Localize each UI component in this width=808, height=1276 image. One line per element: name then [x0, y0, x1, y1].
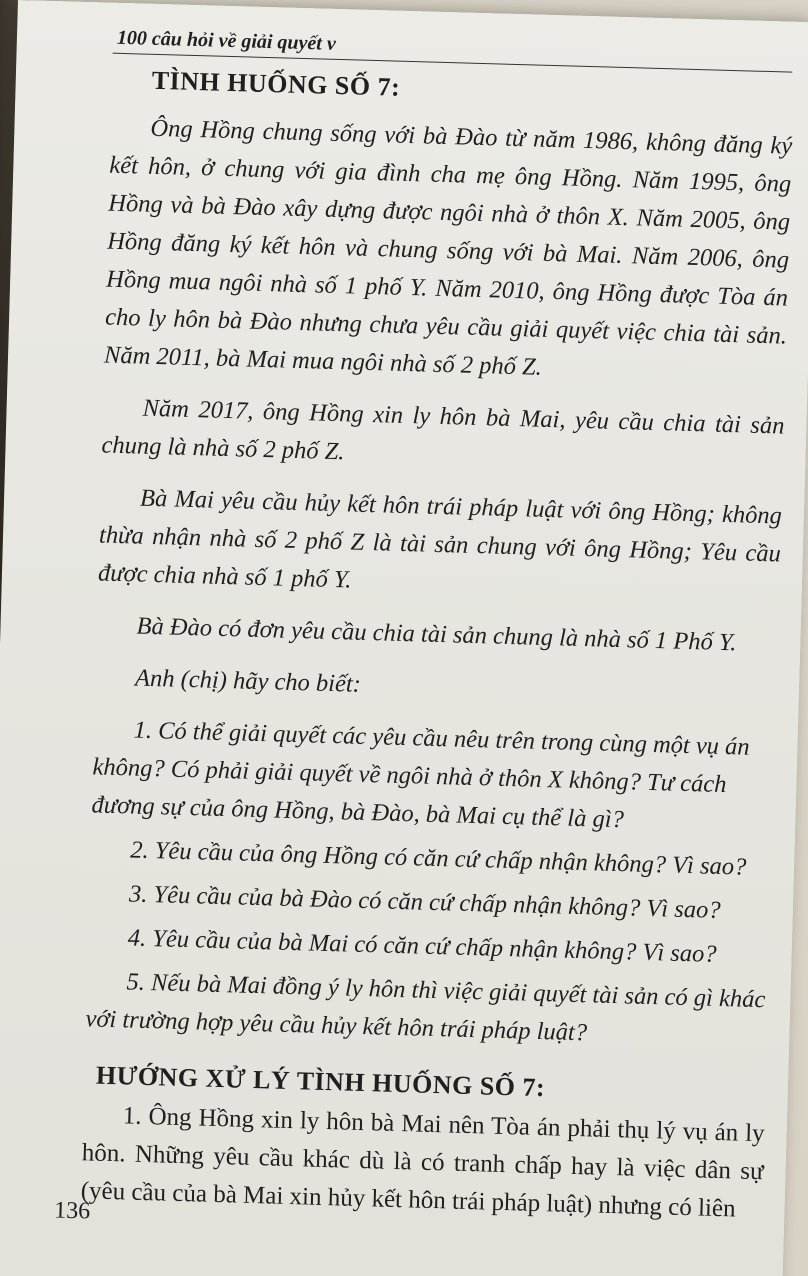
question-3: 3. Yêu cầu của bà Đào có căn cứ chấp nhận không? Vì sao?: [128, 880, 721, 924]
question-2: 2. Yêu cầu của ông Hồng có căn cứ chấp nhận không? Vì sao?: [129, 836, 747, 881]
case-paragraph-5: Anh (chị) hãy cho biết:: [134, 664, 362, 698]
page-number: 136: [53, 1197, 91, 1225]
running-title: 100 câu hỏi về giải quyết v: [116, 26, 337, 55]
page-body: [80, 65, 794, 1244]
case-paragraph-4: Bà Đào có đơn yêu cầu chia tài sản chung là nhà số 1 Phố Y.: [136, 612, 737, 657]
running-header: [113, 13, 794, 73]
case-paragraph-1: Ông Hồng chung sống với bà Đào từ năm 1986, không đăng ký kết hôn, ở chung với gia đình cha mẹ ông Hồng. Năm 1995, ông Hồng và bà Đào xây dựng được ngôi nhà ở thôn X. Năm 2005, ông Hồng đăng ký kết hôn và chung sống với bà Mai. Năm 2006, ông Hồng mua ngôi nhà số 1 phố Y. Năm 2010, ông Hồng được Tòa án cho ly hôn bà Đào nhưng chưa yêu cầu giải quyết việc chia tài sản. Năm 2011, bà Mai mua ngôi nhà số 2 phố Z.: [103, 114, 793, 381]
question-1: 1. Có thể giải quyết các yêu cầu nêu trên trong cùng một vụ án không? Có phải giải quyết về ngôi nhà ở thôn X không? Tư cách đương sự của ông Hồng, bà Đào, bà Mai cụ thể là gì?: [91, 716, 751, 834]
answer-paragraph: 1. Ông Hồng xin ly hôn bà Mai nên Tòa án phải thụ lý vụ án ly hôn. Những yêu cầu khác dù là có tranh chấp hay là việc dân sự (yêu cầu của bà Mai xin hủy kết hôn trái pháp luật) nhưng có liên: [80, 1102, 766, 1223]
case-paragraph-2: Năm 2017, ông Hồng xin ly hôn bà Mai, yêu cầu chia tài sản chung là nhà số 2 phố Z.: [101, 394, 785, 466]
answer-title: HƯỚNG XỬ LÝ TÌNH HUỐNG SỐ 7:: [95, 1060, 546, 1103]
question-5: 5. Nếu bà Mai đồng ý ly hôn thì việc giải quyết tài sản có gì khác với trường hợp yêu cầu hủy kết hôn trái pháp luật?: [85, 968, 766, 1047]
case-paragraph-3: Bà Mai yêu cầu hủy kết hôn trái pháp luật với ông Hồng; không thừa nhận nhà số 2 phố Z là tài sản chung với ông Hồng; Yêu cầu được chia nhà số 1 phố Y.: [97, 484, 783, 594]
case-title: TÌNH HUỐNG SỐ 7:: [151, 65, 401, 102]
question-4: 4. Yêu cầu của bà Mai có căn cứ chấp nhận không? Vì sao?: [127, 924, 718, 968]
